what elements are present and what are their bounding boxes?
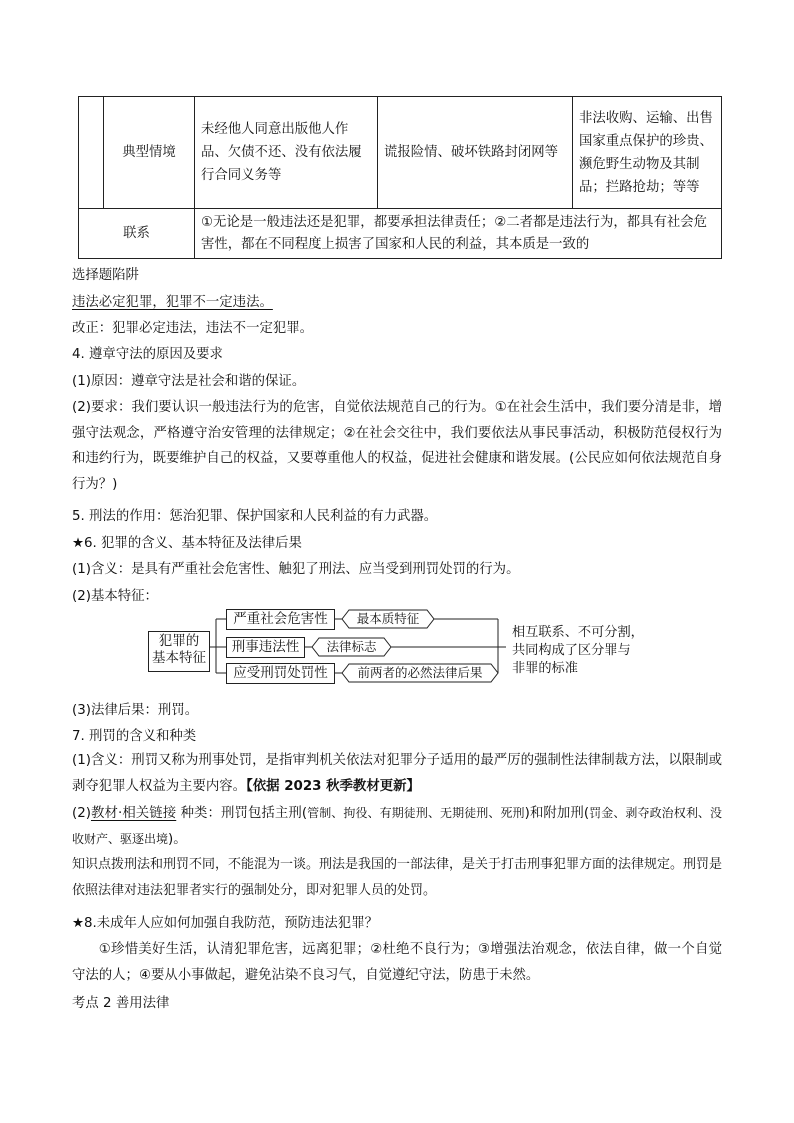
diagram-feature-note: 前两者的必然法律后果 bbox=[357, 665, 483, 680]
section-7-types-mid: 种类：刑罚包括主刑( bbox=[176, 806, 308, 821]
section-7-types-mid2: )和附加刑( bbox=[524, 806, 590, 821]
table-cell-typical-admin: 谎报险情、破坏铁路封闭网等 bbox=[378, 97, 573, 209]
table-cell-typical-crime: 非法收购、运输、出售国家重点保护的珍贵、濒危野生动物及其制品；拦路抢劫；等等 bbox=[573, 97, 722, 209]
table-cell-typical-label: 典型情境 bbox=[104, 97, 195, 209]
table-row-typical bbox=[79, 97, 722, 209]
section-7-meaning-text: (1)含义：刑罚又称为刑事处罚，是指审判机关依法对犯罪分子适用的最严厉的强制性法律制裁方法，以限制或剥夺犯罪人权益为主要内容。 bbox=[72, 753, 722, 794]
textbook-link-label: 教材·相关链接 bbox=[90, 806, 177, 821]
trap-correction: 改正：犯罪必定违法，违法不一定犯罪。 bbox=[72, 321, 314, 336]
section-6-features-label: (2)基本特征： bbox=[72, 589, 158, 604]
section-4-title: 4. 遵章守法的原因及要求 bbox=[72, 347, 223, 362]
section-4-requirement: (2)要求：我们要认识一般违法行为的危害，自觉依法规范自己的行为。①在社会生活中，我们要分清是非，增强守法观念，严格遵守治安管理的法律规定；②在社会交往中，我们要依法从事民事活动，积极防范侵权行为和违约行为，既要维护自己的权益，又要尊重他人的权益，促进社会健康和谐发展。(公民应如何依法规范自身行为？) bbox=[72, 400, 722, 492]
section-6-title: ★6. 犯罪的含义、基本特征及法律后果 bbox=[72, 536, 302, 551]
section-7-meaning bbox=[72, 748, 722, 799]
diagram-center-line2: 基本特征 bbox=[152, 650, 206, 666]
section-7-types-end: )。 bbox=[168, 831, 187, 847]
section-4-reason: (1)原因：遵章守法是社会和谐的保证。 bbox=[72, 374, 306, 389]
section-7-types-prefix: (2) bbox=[72, 806, 91, 821]
additional-penalties: 罚金、剥夺政治权利、没收财产、驱逐出境 bbox=[72, 806, 722, 846]
comparison-table bbox=[78, 96, 722, 259]
section-6-consequence: (3)法律后果：刑罚。 bbox=[72, 703, 199, 718]
main-penalties: 管制、拘役、有期徒刑、无期徒刑、死刑 bbox=[307, 806, 525, 820]
diagram-center-box bbox=[148, 631, 210, 672]
section-8-body: ①珍惜美好生活，认清犯罪危害，远离犯罪；②杜绝不良行为；③增强法治观念，依法自律，做一个自觉守法的人；④要从小事做起，避免沾染不良习气，自觉遵纪守法，防患于未然。 bbox=[72, 942, 722, 983]
diagram-feature-box: 应受刑罚处罚性 bbox=[226, 663, 335, 684]
trap-title: 选择题陷阱 bbox=[72, 268, 139, 283]
knowledge-point: 知识点拨刑法和刑罚不同，不能混为一谈。刑法是我国的一部法律，是关于打击刑事犯罪方面的法律规定。刑罚是依照法律对违法犯罪者实行的强制处分，即对犯罪人员的处罚。 bbox=[72, 857, 723, 898]
section-6-meaning: (1)含义：是具有严重社会危害性、触犯了刑法、应当受到刑罚处罚的行为。 bbox=[72, 562, 520, 577]
trap-wrong-statement: 违法必定犯罪，犯罪不一定违法。 bbox=[72, 295, 273, 310]
diagram-feature-note: 最本质特征 bbox=[356, 611, 420, 626]
table-cell-link-label: 联系 bbox=[79, 209, 195, 259]
next-section-title: 考点 2 善用法律 bbox=[72, 996, 170, 1011]
diagram-summary-line2: 共同构成了区分罪与 bbox=[512, 643, 631, 658]
diagram-summary-line1: 相互联系、不可分割， bbox=[512, 625, 644, 640]
section-7-types bbox=[72, 801, 722, 852]
diagram-center-line1: 犯罪的 bbox=[158, 633, 200, 649]
table-cell-category bbox=[79, 97, 104, 209]
table-cell-typical-general: 未经他人同意出版他人作品、欠债不还、没有依法履行合同义务等 bbox=[195, 97, 378, 209]
section-8-title: ★8.未成年人应如何加强自我防范，预防违法犯罪？ bbox=[72, 916, 378, 931]
diagram-feature-note: 法律标志 bbox=[326, 639, 377, 654]
table-row-link bbox=[79, 209, 722, 259]
section-7-title: 7. 刑罚的含义和种类 bbox=[72, 729, 197, 744]
table-cell-link-text: ①无论是一般违法还是犯罪，都要承担法律责任；②二者都是违法行为，都具有社会危害性，都在不同程度上损害了国家和人民的利益，其本质是一致的 bbox=[195, 209, 722, 259]
diagram-summary-line3: 非罪的标准 bbox=[512, 661, 578, 676]
section-5-text: 5. 刑法的作用：惩治犯罪、保护国家和人民利益的有力武器。 bbox=[72, 509, 438, 524]
section-7-update-note: 【依据 2023 秋季教材更新】 bbox=[246, 778, 420, 794]
diagram-feature-box: 刑事违法性 bbox=[226, 637, 305, 658]
crime-features-diagram bbox=[146, 607, 666, 697]
diagram-feature-box: 严重社会危害性 bbox=[226, 609, 335, 630]
